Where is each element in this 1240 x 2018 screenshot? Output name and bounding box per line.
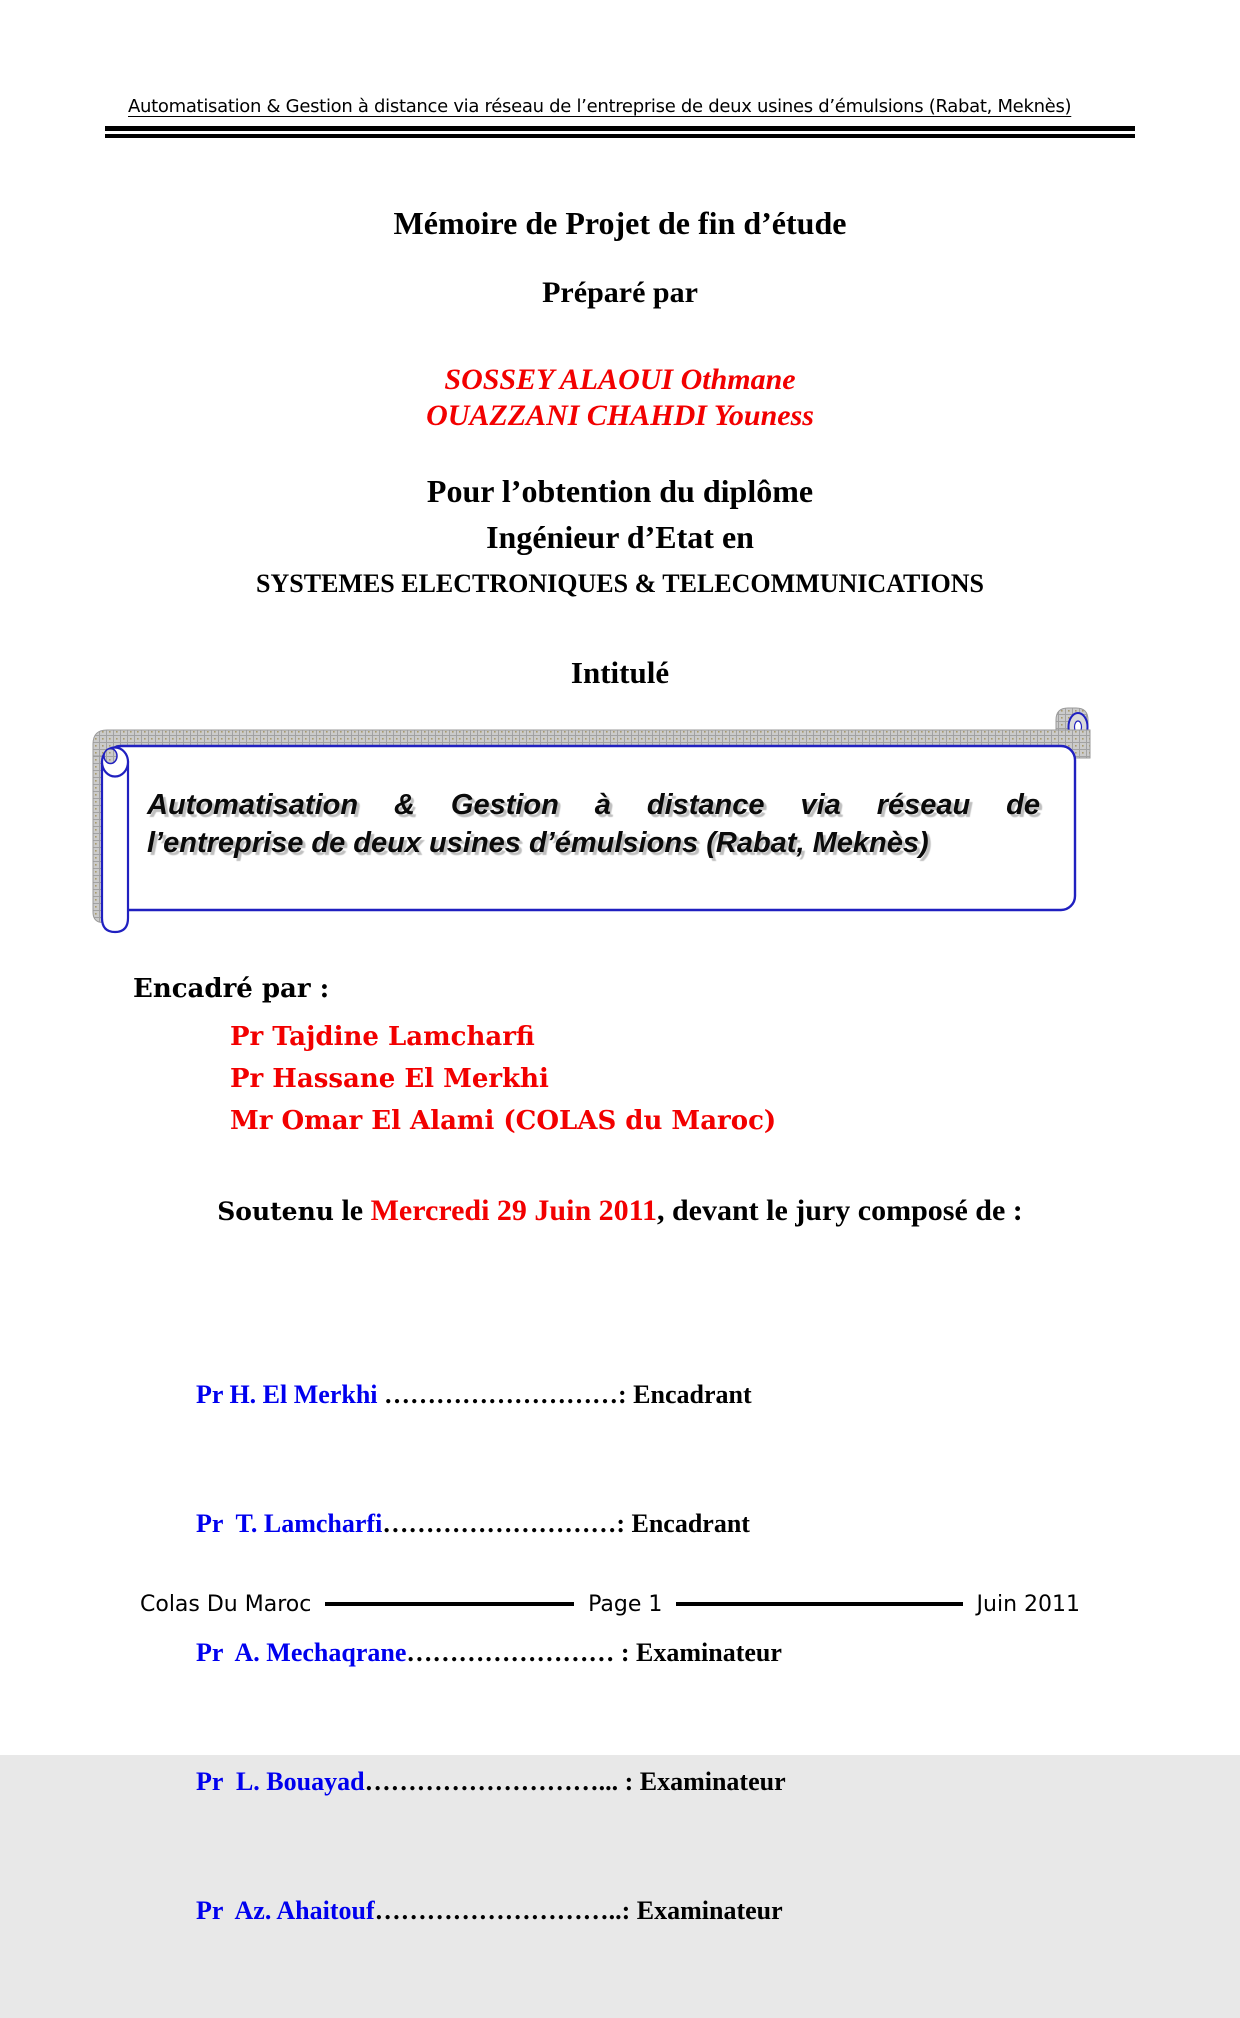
- supervisor-name: Mr Omar El Alami (COLAS du Maroc): [230, 1106, 777, 1136]
- defense-line: [0, 1194, 1240, 1228]
- jury-member-name: Pr T. Lamcharfi: [196, 1509, 383, 1538]
- jury-member-name: Pr A. Mechaqrane: [196, 1638, 407, 1667]
- author-name: OUAZZANI CHAHDI Youness: [426, 399, 814, 432]
- header-rule-bottom: [105, 134, 1135, 138]
- jury-role: : Examinateur: [620, 1638, 782, 1667]
- specialty-name: SYSTEMES ELECTRONIQUES & TELECOMMUNICATIONS: [256, 569, 984, 598]
- title-banner: [85, 700, 1095, 950]
- supervisors-list: [230, 1016, 776, 1142]
- jury-role: : Encadrant: [618, 1380, 752, 1409]
- jury-row: [196, 1631, 786, 1674]
- doc-type-title: Mémoire de Projet de fin d’étude: [393, 205, 847, 241]
- jury-member-name: Pr Az. Ahaitouf: [196, 1896, 375, 1925]
- jury-role: : Examinateur: [621, 1896, 783, 1925]
- degree-name: Ingénieur d’Etat en: [486, 519, 754, 555]
- defense-intro-word: Soutenu: [217, 1197, 334, 1226]
- title-label: Intitulé: [570, 655, 670, 690]
- footer-rule-left: [325, 1602, 574, 1606]
- jury-dots: ………………………: [384, 1380, 619, 1409]
- author-name: SOSSEY ALAOUI Othmane: [444, 363, 796, 396]
- footer-rule-right: [676, 1602, 962, 1606]
- defense-rest: , devant le jury composé de :: [656, 1194, 1023, 1227]
- jury-dots: ………………………..: [374, 1896, 622, 1925]
- defense-date: Mercredi 29 Juin 2011: [370, 1194, 657, 1227]
- defense-le: le: [333, 1194, 371, 1227]
- supervisor-name: Pr Hassane El Merkhi: [230, 1064, 549, 1094]
- running-header: Automatisation & Gestion à distance via réseau de l’entreprise de deux usines d’émulsions (Rabat, Meknès): [128, 96, 1072, 117]
- jury-member-name: Pr H. El Merkhi: [196, 1380, 385, 1409]
- header-rule-top: [105, 126, 1135, 131]
- thesis-title-line2: l’entreprise de deux usines d’émulsions (Rabat, Meknès): [147, 827, 929, 859]
- authors-block: [0, 362, 1240, 434]
- jury-dots: ………………………: [382, 1509, 617, 1538]
- jury-row: [196, 1760, 786, 1803]
- prepared-by-label: Préparé par: [542, 276, 698, 309]
- footer-date: Juin 2011: [976, 1591, 1080, 1617]
- footer-company: Colas Du Maroc: [140, 1591, 312, 1617]
- thesis-title: [147, 786, 1040, 862]
- jury-list: [196, 1287, 786, 2018]
- supervisor-name: Pr Tajdine Lamcharfi: [230, 1022, 535, 1052]
- jury-row: [196, 1889, 786, 1932]
- jury-row: [196, 1373, 786, 1416]
- degree-intro: Pour l’obtention du diplôme: [426, 473, 814, 509]
- jury-dots: ……………………: [406, 1638, 621, 1667]
- page-footer: [140, 1588, 1080, 1620]
- jury-role: : Encadrant: [616, 1509, 750, 1538]
- supervisors-label: Encadré par :: [133, 974, 330, 1004]
- thesis-title-line1: Automatisation & Gestion à distance via réseau de: [147, 789, 1040, 821]
- jury-row: [196, 1502, 786, 1545]
- jury-member-name: Pr L. Bouayad: [196, 1767, 365, 1796]
- jury-role: : Examinateur: [624, 1767, 786, 1796]
- footer-page-number: Page 1: [588, 1591, 663, 1617]
- jury-dots: ………………………...: [364, 1767, 625, 1796]
